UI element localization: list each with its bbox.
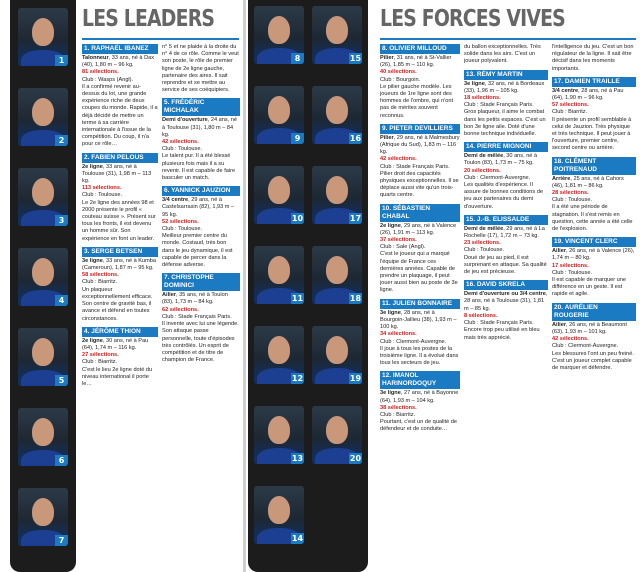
player-entry <box>162 98 240 182</box>
player-bio: , 25 ans, né à Cahors (46), 1,81 m – 86 kg. <box>552 175 624 189</box>
player-photo <box>18 408 68 466</box>
player-description-text: Pilier droit des capacités physiques exceptionnelles. Il se déplace aussi vite qu'un trois-quarts centre. <box>380 170 459 199</box>
player-number-badge: 11 <box>291 294 304 303</box>
player-details <box>162 117 240 139</box>
player-face <box>326 176 348 204</box>
player-description <box>552 117 636 153</box>
player-details <box>464 291 548 313</box>
player-photo <box>18 328 68 386</box>
player-details <box>380 310 460 332</box>
player-number-badge: 8 <box>291 53 304 64</box>
player-description-text: Pourtant, c'est un de qualité de défendeur et de conduite… <box>380 419 457 433</box>
player-photo <box>18 168 68 226</box>
player-details <box>464 81 548 95</box>
player-description <box>380 419 460 433</box>
player-role: 2e ligne <box>380 222 401 229</box>
player-role: 3e ligne <box>82 257 103 264</box>
player-photo <box>312 6 362 64</box>
player-name: 5. FRÉDÉRIC MICHALAK <box>162 98 240 116</box>
forces-column-1 <box>380 44 460 572</box>
player-description <box>464 327 548 341</box>
player-selections: 57 sélections. <box>552 102 589 109</box>
player-role: Ailier <box>162 292 176 299</box>
player-description <box>82 84 158 149</box>
player-club: Club : Toulouse. <box>464 247 505 254</box>
player-description <box>552 351 636 373</box>
player-description-text: Un plaqueur exceptionnellement efficace. Son centre de gravité bas, il avance et défend en toutes circonstances. <box>82 286 153 322</box>
player-selections: 81 sélections. <box>82 69 119 76</box>
player-details <box>82 338 158 352</box>
leaders-page <box>0 0 243 572</box>
player-number-badge: 17 <box>349 214 362 223</box>
player-name: 11. JULIEN BONNAIRE <box>380 299 460 309</box>
player-name: 4. JÉRÔME THION <box>82 327 158 337</box>
player-face <box>268 496 290 524</box>
player-selections: 17 sélections. <box>552 262 589 269</box>
player-details <box>82 164 158 186</box>
player-number-badge: 13 <box>291 454 304 463</box>
player-role: Pilier <box>380 55 394 61</box>
player-bio: , 27 ans, né à Bayonne (64), 1,93 m – 104 kg. <box>380 390 459 404</box>
player-details <box>380 223 460 237</box>
player-photo <box>312 166 362 224</box>
player-description <box>162 153 240 182</box>
forces-title-rule <box>380 38 636 40</box>
player-description <box>82 367 158 389</box>
player-photo <box>312 326 362 384</box>
player-role: 3e ligne <box>380 390 401 397</box>
player-club: Club : Stade Français Paris. <box>464 320 534 327</box>
player-face <box>268 256 290 284</box>
player-description-text: du ballon exceptionnelles. Très solide dans les airs. C'est un joueur polyvalent. <box>464 44 541 65</box>
player-entry <box>162 186 240 269</box>
player-description-text: C'est le joueur qui a marqué l'équipe de France ces dernières années. Capable de prendre un plaquage, il peut jouer aussi bien au poste de 3e ligne. <box>380 251 458 294</box>
player-description <box>162 44 240 94</box>
player-role: 3/4 centre <box>162 197 189 204</box>
player-face <box>326 336 348 364</box>
player-description-text: Le 2e ligne des années 98 et 2000 présente le profil « couteau suisse ». Présent sur tous les fronts, il est devenu un homme sûr. Son expérience en font un leader. <box>82 199 156 242</box>
player-entry <box>464 215 548 276</box>
player-club: Club : Stade Français Paris. <box>162 313 232 320</box>
player-club: Club : Toulouse. <box>552 269 593 276</box>
player-name: 3. SERGE BETSEN <box>82 247 158 257</box>
player-entry <box>82 327 158 388</box>
player-number-badge: 18 <box>349 294 362 303</box>
player-description-text: n° 5 et ne plaide à la droite du n° 4 de ce rôle. Comme le veut son poste, le rôle de premier ligne de 2e ligne gauche, partenaire des aires. Il sait reprendre et se mettre au service de ses coéquipiers. <box>162 44 239 94</box>
player-name: 2. FABIEN PELOUS <box>82 153 158 163</box>
player-photo <box>312 246 362 304</box>
player-name: 17. DAMIEN TRAILLE <box>552 77 636 87</box>
player-name: 15. J.-B. ELISSALDE <box>464 215 548 225</box>
player-role: Demi de mêlée <box>464 225 504 232</box>
player-entry <box>464 142 548 211</box>
player-entry <box>380 371 460 433</box>
player-role: 3/4 centre <box>552 87 579 94</box>
player-entry <box>162 273 240 364</box>
player-photo <box>254 246 304 304</box>
player-description-text: Le talent pur. Il a été blessé plusieurs fois mais il a su revenir. Il est capable de faire basculer un match. <box>162 153 236 182</box>
player-number-badge: 7 <box>55 535 68 546</box>
player-role: Ailier <box>552 321 566 328</box>
player-description-text: Le pilier gauche modèle. Les joueurs de 1re ligne sont des hommes de l'ombre, qui n'ont pas de mérites souvent reconnus. <box>380 83 454 119</box>
player-selections: 18 sélections. <box>464 95 501 102</box>
player-name: 19. VINCENT CLERC <box>552 237 636 247</box>
player-photo <box>18 248 68 306</box>
player-number-badge: 15 <box>349 54 362 63</box>
player-name: 7. CHRISTOPHE DOMINICI <box>162 273 240 291</box>
player-role: 3e ligne <box>464 80 485 87</box>
player-club: Club : Clermont-Auvergne. <box>380 338 447 345</box>
player-photo <box>312 86 362 144</box>
leaders-column-2 <box>162 44 240 572</box>
player-bio: , 28 ans, né à Pau (64), 1,90 m – 96 kg. <box>552 87 624 102</box>
player-entry <box>380 299 460 368</box>
player-name: 18. CLÉMENT POITRENAUD <box>552 157 636 175</box>
player-description-text: Meilleur premier centre du monde. Costaud, très bon dans le jeu dynamique, il est capable de percer dans la défense adverse. <box>162 233 233 269</box>
player-entry <box>380 44 460 120</box>
player-number-badge: 2 <box>55 135 68 146</box>
player-description-text: Il présente un profil semblable à celui de Jauzion. Très physique et très technique. Il peut jouer à l'ouverture, premier centre, second centre ou arrière. <box>552 116 632 152</box>
player-club: Club : Toulouse. <box>162 226 203 233</box>
player-bio: , 28 ans, né à Bourgoin-Jallieu (38), 1,93 m – 100 kg. <box>380 309 457 331</box>
player-entry <box>464 70 548 139</box>
player-bio: , 26 ans, né à Beaumont (63), 1,93 m – 101 kg. <box>552 321 627 335</box>
player-description <box>162 321 240 364</box>
forces-vives-page <box>246 0 640 572</box>
player-entry <box>552 157 636 234</box>
player-details <box>464 226 548 240</box>
player-selections: 38 sélections. <box>380 404 417 411</box>
player-face <box>32 18 54 46</box>
player-entry <box>380 204 460 295</box>
player-role: 2e ligne <box>82 337 103 344</box>
player-details <box>380 135 460 157</box>
player-details <box>552 322 636 336</box>
player-number-badge: 10 <box>291 214 304 223</box>
player-role: Demi d'ouverture ou 3/4 centre <box>464 291 546 298</box>
player-name: 13. RÉMY MARTIN <box>464 70 548 80</box>
player-selections: 42 sélections. <box>380 156 417 163</box>
player-entry <box>552 237 636 298</box>
player-club: Club : Clermont-Auvergne. <box>464 174 531 181</box>
forces-title: LES FORCES VIVES <box>380 6 565 32</box>
player-bio: , 35 ans, né à Toulon (83), 1,73 m – 84 kg. <box>162 292 228 306</box>
player-description <box>162 233 240 269</box>
player-club: Club : Sale (Angl). <box>380 244 426 251</box>
player-number-badge: 1 <box>55 55 68 66</box>
player-number-badge: 6 <box>55 455 68 466</box>
player-details <box>464 153 548 167</box>
player-selections: 27 sélections. <box>82 352 119 359</box>
player-role: Demi d'ouverture <box>162 117 208 124</box>
player-face <box>32 338 54 366</box>
player-name: 9. PIETER DEVILLIERS <box>380 124 460 134</box>
player-name: 1. RAPHAËL IBANEZ <box>82 44 158 54</box>
player-description <box>380 346 460 368</box>
player-selections: 42 sélections. <box>162 139 199 146</box>
player-description-text: Il a confirmé revenir au-dessus du lot, une grande expérience riche de deux coupes du monde. Rapide, il a déjà décidé de mettre un terme à sa carrière internationale à l'issue de la compétition. Du coup, il n'a pour ce rôle… <box>82 83 158 148</box>
player-name: 16. DAVID SKRELA <box>464 280 548 290</box>
player-description-text: C'est le lieu 2e ligne doté du niveau international il porte le… <box>82 366 153 387</box>
player-role: Arrière <box>552 175 571 182</box>
player-entry <box>162 44 240 94</box>
player-photo <box>254 86 304 144</box>
player-description <box>552 277 636 299</box>
player-selections: 23 sélections. <box>464 240 501 247</box>
player-face <box>268 96 290 124</box>
player-face <box>268 336 290 364</box>
player-description <box>552 204 636 233</box>
player-photo <box>254 406 304 464</box>
player-details <box>380 390 460 404</box>
player-description <box>380 251 460 294</box>
player-selections: 62 sélections. <box>162 306 199 313</box>
player-description-text: Il a été une période de stagnation. Il s'est remis en question, cette année a été celle de l'explosion. <box>552 204 633 233</box>
player-details <box>82 55 158 69</box>
player-description-text: Encore trop peu utilisé en bleu mais très apprécié. <box>464 327 540 341</box>
player-club: Club : Toulouse. <box>82 192 123 199</box>
player-face <box>32 418 54 446</box>
leaders-title: LES LEADERS <box>82 6 215 32</box>
player-face <box>268 416 290 444</box>
player-club: Club : Biarritz. <box>552 109 588 116</box>
player-description <box>464 255 548 277</box>
player-role: 3e ligne <box>380 309 401 316</box>
player-bio: , 30 ans, né à Toulon (83), 1,73 m – 75 kg. <box>464 153 538 167</box>
player-club: Club : Stade Français Paris. <box>380 163 450 170</box>
player-number-badge: 5 <box>55 375 68 386</box>
leaders-title-rule <box>82 38 239 40</box>
player-entry <box>464 280 548 341</box>
player-entry <box>552 303 636 372</box>
player-club: Club : Wasps (Angl). <box>82 76 134 83</box>
player-role: Ailier <box>552 248 566 255</box>
player-selections: 40 sélections. <box>380 69 417 76</box>
player-photo <box>254 6 304 64</box>
player-description-text: Il est capable de marquer une différence en un geste. Il est rapide et agile. <box>552 277 627 298</box>
player-description <box>82 200 158 243</box>
player-number-badge: 12 <box>291 374 304 383</box>
player-bio: , 33 ans, né à Dax (40), 1,80 m – 96 kg. <box>82 55 155 69</box>
player-bio: , 29 ans, né à La Rochelle (17), 1,72 m – 73 kg. <box>464 225 545 240</box>
player-role: Talonneur <box>82 55 109 61</box>
player-number-badge: 9 <box>291 133 304 144</box>
player-club: Club : Bourgoin. <box>380 76 421 83</box>
player-photo <box>18 488 68 546</box>
player-name: 12. IMANOL HARINORDOQUY <box>380 371 460 389</box>
player-face <box>32 258 54 286</box>
player-club: Club : Biarritz. <box>380 411 416 418</box>
player-bio: , 33 ans, né à Toulouse (31), 1,98 m – 113 kg. <box>82 163 152 185</box>
player-club: Club : Biarritz. <box>82 279 118 286</box>
player-number-badge: 19 <box>349 374 362 383</box>
forces-column-3 <box>552 44 636 572</box>
player-bio: , 29 ans, né à Malmesbury (Afrique du Sud), 1,83 m – 116 kg. <box>380 134 460 156</box>
player-selections: 52 sélections. <box>162 218 199 225</box>
player-details <box>552 248 636 262</box>
player-name: 6. YANNICK JAUZION <box>162 186 240 196</box>
player-photo <box>254 486 304 544</box>
player-club: Club : Clermont-Auvergne. <box>552 343 619 350</box>
player-description-text: Gros plaqueur, il aime le combat dans les petits espaces. C'est un bon 3e ligne aile. Doté d'une bonne technique individuelle. <box>464 109 546 138</box>
player-bio: , 24 ans, né à Toulouse (31), 1,80 m – 84 kg. <box>162 117 238 138</box>
player-entry <box>552 44 636 73</box>
player-description <box>552 44 636 73</box>
player-club: Club : Stade Français Paris. <box>464 102 534 109</box>
player-face <box>326 96 348 124</box>
player-name: 8. OLIVIER MILLOUD <box>380 44 460 54</box>
player-details <box>162 197 240 219</box>
player-bio: , 28 ans, né à Toulouse (31), 1,81 m – 85 kg. <box>464 291 548 312</box>
player-bio: , 33 ans, né à Kumba (Cameroun), 1,87 m – 95 kg. <box>82 257 157 272</box>
player-number-badge: 4 <box>55 295 68 306</box>
player-name: 20. AURÉLIEN ROUGERIE <box>552 303 636 321</box>
player-face <box>268 16 290 44</box>
player-club: Club : Toulouse. <box>552 197 593 204</box>
player-role: Pilier <box>380 134 394 141</box>
player-details <box>552 88 636 102</box>
player-description <box>464 109 548 138</box>
player-photo <box>18 88 68 146</box>
player-selections: 58 sélections. <box>82 272 119 279</box>
player-face <box>268 176 290 204</box>
player-description-text: Il invente avec lui une légende. Son attaque passe personnelle, toute d'épisodes très contrôlés. Un esprit de compétition et de titre de champion de France. <box>162 321 239 364</box>
player-role: Demi de mêlée <box>464 153 504 160</box>
player-selections: 37 sélections. <box>380 237 417 244</box>
player-number-badge: 16 <box>349 134 362 143</box>
player-entry <box>552 77 636 153</box>
player-name: 10. SÉBASTIEN CHABAL <box>380 204 460 222</box>
player-description <box>380 84 460 120</box>
player-details <box>552 176 636 190</box>
player-entry <box>380 124 460 200</box>
player-face <box>326 256 348 284</box>
player-selections: 28 sélections. <box>552 190 589 197</box>
player-photo <box>254 166 304 224</box>
player-face <box>326 416 348 444</box>
player-description <box>82 287 158 323</box>
player-details <box>82 258 158 272</box>
player-description-text: Les qualités d'expérience. Il assure de bonnes conditions de jeu aux partenaires du demi d'ouverture. <box>464 182 543 210</box>
player-details <box>380 55 460 69</box>
player-selections: 20 sélections. <box>464 167 501 174</box>
player-bio: , 31 ans, né à St-Vallier (26), 1,85 m – 110 kg. <box>380 55 452 69</box>
player-face <box>32 178 54 206</box>
player-bio: , 26 ans, né à Valence (26), 1,74 m – 80 kg. <box>552 248 635 262</box>
player-club: Club : Toulouse. <box>162 146 203 153</box>
player-description <box>464 44 548 66</box>
player-face <box>32 98 54 126</box>
player-number-badge: 14 <box>291 534 304 543</box>
player-selections: 113 sélections. <box>82 185 122 192</box>
player-bio: , 29 ans, né à Castelsarrasin (82), 1,93 m – 95 kg. <box>162 197 235 218</box>
player-description-text: Il joue à tous les postes de la troisième ligne. Il a évolué dans tous les secteurs de jeu. <box>380 345 459 367</box>
player-selections: 42 sélections. <box>552 336 589 343</box>
player-bio: , 30 ans, né à Pau (64), 1,74 m – 116 kg. <box>82 337 149 351</box>
player-bio: , 29 ans, né à Valence (26), 1,91 m – 113 kg. <box>380 222 457 236</box>
player-number-badge: 3 <box>55 215 68 226</box>
player-number-badge: 20 <box>349 454 362 463</box>
player-photo <box>18 8 68 66</box>
player-selections: 34 sélections. <box>380 331 417 338</box>
player-photo <box>312 406 362 464</box>
player-details <box>162 292 240 306</box>
player-description <box>464 182 548 211</box>
forces-column-2 <box>464 44 548 572</box>
player-description <box>380 171 460 200</box>
player-photo <box>254 326 304 384</box>
player-bio: , 32 ans, né à Bordeaux (33), 1,96 m – 105 kg. <box>464 80 545 94</box>
player-entry <box>464 44 548 66</box>
player-selections: 8 sélections. <box>464 312 498 319</box>
player-role: 2e ligne <box>82 163 103 170</box>
player-description-text: Doué de jeu au pied, il est surprenant en attaque. Sa qualité de jeu est précieuse. <box>464 254 547 276</box>
player-description-text: Les blessures l'ont un peu freiné. C'est un joueur complet capable de marquer et défendre. <box>552 350 634 371</box>
player-name: 14. PIERRE MIGNONI <box>464 142 548 152</box>
player-entry <box>82 44 158 149</box>
player-entry <box>82 247 158 323</box>
leaders-column-1 <box>82 44 158 572</box>
player-face <box>32 498 54 526</box>
player-entry <box>82 153 158 243</box>
player-description-text: l'intelligence du jeu. C'est un bon régulateur de la ligne. Il sait être décisif dans les moments importants. <box>552 44 634 72</box>
player-face <box>326 16 348 44</box>
player-club: Club : Biarritz. <box>82 359 118 366</box>
